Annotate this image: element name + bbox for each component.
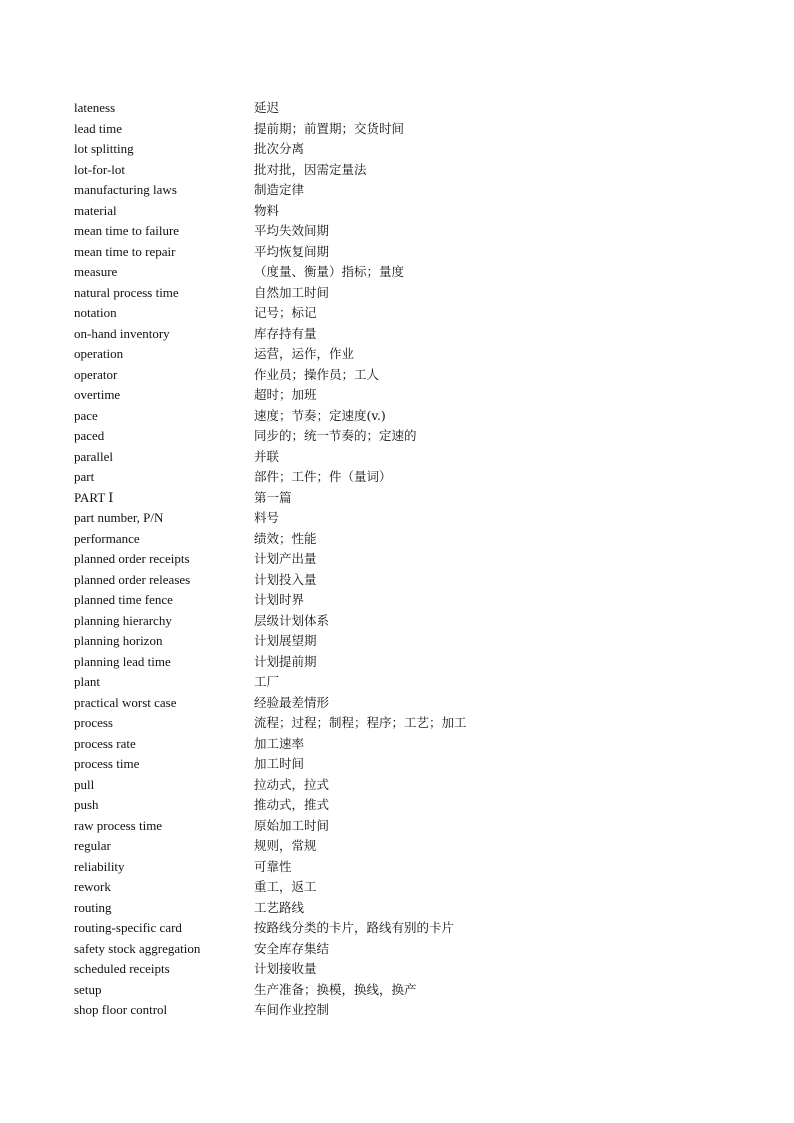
entry-meaning: 超时；加班 (254, 387, 317, 402)
entry-term: overtime (74, 387, 121, 402)
entry-term: paced (74, 428, 105, 443)
glossary-entry (74, 98, 634, 119)
entry-term: part (74, 469, 95, 484)
entry-meaning: 计划接收量 (254, 961, 317, 976)
glossary-entry (74, 139, 634, 160)
glossary-entry (74, 467, 634, 488)
entry-term: PART Ⅰ (74, 489, 114, 505)
entry-meaning: 料号 (254, 510, 280, 525)
entry-term: safety stock aggregation (74, 940, 201, 956)
entry-term: operator (74, 366, 118, 382)
glossary-entry (74, 529, 634, 550)
glossary-entry (74, 508, 634, 529)
entry-term: process time (74, 756, 140, 771)
entry-meaning: 计划提前期 (254, 653, 317, 669)
entry-meaning: 按路线分类的卡片，路线有别的卡片 (254, 920, 455, 935)
glossary-entry (74, 242, 634, 263)
entry-term: practical worst case (74, 694, 177, 710)
entry-meaning: 批对批，因需定量法 (254, 161, 367, 177)
entry-meaning: 工艺路线 (254, 899, 305, 915)
entry-term: lot splitting (74, 141, 134, 156)
glossary-entry (74, 980, 634, 1001)
glossary-entry (74, 795, 634, 816)
entry-meaning: 速度；节奏；定速度(v.) (254, 407, 386, 423)
entry-meaning: 工厂 (254, 674, 280, 689)
entry-meaning: 原始加工时间 (254, 817, 330, 833)
glossary-entry (74, 898, 634, 919)
entry-term: mean time to failure (74, 223, 180, 238)
entry-meaning: 计划展望期 (254, 633, 317, 648)
glossary-entry (74, 693, 634, 714)
entry-term: parallel (74, 448, 113, 464)
glossary-entry (74, 119, 634, 140)
entry-term: regular (74, 838, 111, 853)
entry-meaning: 并联 (254, 448, 280, 464)
entry-meaning: 计划投入量 (254, 571, 317, 587)
glossary-entry (74, 775, 634, 796)
entry-meaning: 延迟 (254, 100, 280, 115)
glossary-entry (74, 324, 634, 345)
entry-term: setup (74, 981, 102, 997)
entry-term: planning lead time (74, 653, 171, 669)
entry-meaning: 安全库存集结 (254, 940, 330, 956)
glossary-entry (74, 939, 634, 960)
entry-meaning: 绩效；性能 (254, 530, 317, 546)
entry-meaning: 部件；工件；件（量词） (254, 469, 392, 484)
glossary-entry (74, 549, 634, 570)
entry-term: scheduled receipts (74, 961, 170, 976)
entry-meaning: 加工时间 (254, 756, 305, 771)
entry-meaning: 生产准备；换模，换线，换产 (254, 981, 417, 997)
entry-meaning: 自然加工时间 (254, 284, 330, 300)
entry-meaning: 运营，运作，作业 (254, 346, 355, 361)
entry-term: planned time fence (74, 592, 173, 607)
glossary-entry (74, 426, 634, 447)
glossary-entry (74, 201, 634, 222)
entry-meaning: 物料 (254, 202, 280, 218)
entry-term: reliability (74, 858, 125, 874)
glossary-entry (74, 754, 634, 775)
entry-term: shop floor control (74, 1002, 168, 1017)
glossary-entry (74, 631, 634, 652)
glossary-entry (74, 180, 634, 201)
entry-meaning: 拉动式，拉式 (254, 776, 330, 792)
entry-term: manufacturing laws (74, 182, 177, 197)
glossary-entry (74, 406, 634, 427)
entry-term: routing-specific card (74, 920, 182, 935)
entry-term: planned order releases (74, 571, 191, 587)
entry-meaning: 计划产出量 (254, 551, 317, 566)
entry-term: measure (74, 264, 118, 279)
entry-term: performance (74, 530, 140, 546)
entry-term: push (74, 797, 99, 812)
entry-meaning: 库存持有量 (254, 325, 317, 341)
glossary-entry (74, 836, 634, 857)
glossary-entry (74, 1000, 634, 1021)
entry-term: planning horizon (74, 633, 163, 648)
entry-meaning: 可靠性 (254, 858, 292, 874)
entry-meaning: 同步的；统一节奏的；定速的 (254, 428, 417, 443)
entry-meaning: 平均失效间期 (254, 223, 330, 238)
glossary-entry (74, 570, 634, 591)
entry-meaning: 车间作业控制 (254, 1002, 330, 1017)
glossary-entry (74, 303, 634, 324)
entry-meaning: 重工，返工 (254, 879, 317, 894)
glossary-entry (74, 877, 634, 898)
entry-term: operation (74, 346, 124, 361)
glossary-entry (74, 959, 634, 980)
entry-meaning: 推动式，推式 (254, 797, 330, 812)
entry-meaning: 制造定律 (254, 182, 305, 197)
entry-term: routing (74, 899, 112, 915)
glossary-entry (74, 365, 634, 386)
glossary-entry (74, 857, 634, 878)
glossary-entry (74, 713, 634, 734)
entry-meaning: （度量、衡量）指标；量度 (254, 264, 405, 279)
entry-term: material (74, 202, 117, 218)
entry-meaning: 提前期；前置期；交货时间 (254, 120, 405, 136)
entry-meaning: 层级计划体系 (254, 612, 330, 628)
entry-meaning: 记号；标记 (254, 305, 317, 320)
glossary-entry (74, 672, 634, 693)
entry-term: lead time (74, 120, 123, 136)
glossary-entry (74, 447, 634, 468)
entry-term: rework (74, 879, 111, 894)
entry-meaning: 加工速率 (254, 735, 305, 751)
entry-term: process (74, 715, 113, 730)
glossary-entry (74, 221, 634, 242)
entry-term: planned order receipts (74, 551, 190, 566)
entry-term: lateness (74, 100, 116, 115)
entry-meaning: 流程；过程；制程；程序；工艺；加工 (254, 715, 467, 730)
entry-term: natural process time (74, 284, 179, 300)
glossary-entry (74, 611, 634, 632)
glossary-entry (74, 918, 634, 939)
entry-term: pace (74, 407, 98, 423)
entry-meaning: 经验最差情形 (254, 694, 330, 710)
entry-meaning: 平均恢复间期 (254, 243, 330, 259)
glossary-list (74, 98, 634, 1021)
glossary-entry (74, 262, 634, 283)
entry-term: raw process time (74, 817, 163, 833)
entry-term: mean time to repair (74, 243, 176, 259)
entry-term: on-hand inventory (74, 325, 170, 341)
entry-term: lot-for-lot (74, 161, 126, 177)
entry-meaning: 作业员；操作员；工人 (254, 366, 380, 382)
glossary-entry (74, 816, 634, 837)
entry-term: part number, P/N (74, 510, 164, 525)
entry-term: notation (74, 305, 117, 320)
glossary-entry (74, 734, 634, 755)
entry-meaning: 规则，常规 (254, 838, 317, 853)
entry-meaning: 批次分离 (254, 141, 305, 156)
entry-term: plant (74, 674, 100, 689)
glossary-entry (74, 344, 634, 365)
glossary-entry (74, 590, 634, 611)
glossary-entry (74, 652, 634, 673)
entry-meaning: 计划时界 (254, 592, 305, 607)
entry-meaning: 第一篇 (254, 489, 292, 505)
glossary-entry (74, 283, 634, 304)
glossary-entry (74, 488, 634, 509)
entry-term: pull (74, 776, 95, 792)
entry-term: planning hierarchy (74, 612, 172, 628)
entry-term: process rate (74, 735, 136, 751)
glossary-entry (74, 160, 634, 181)
glossary-entry (74, 385, 634, 406)
